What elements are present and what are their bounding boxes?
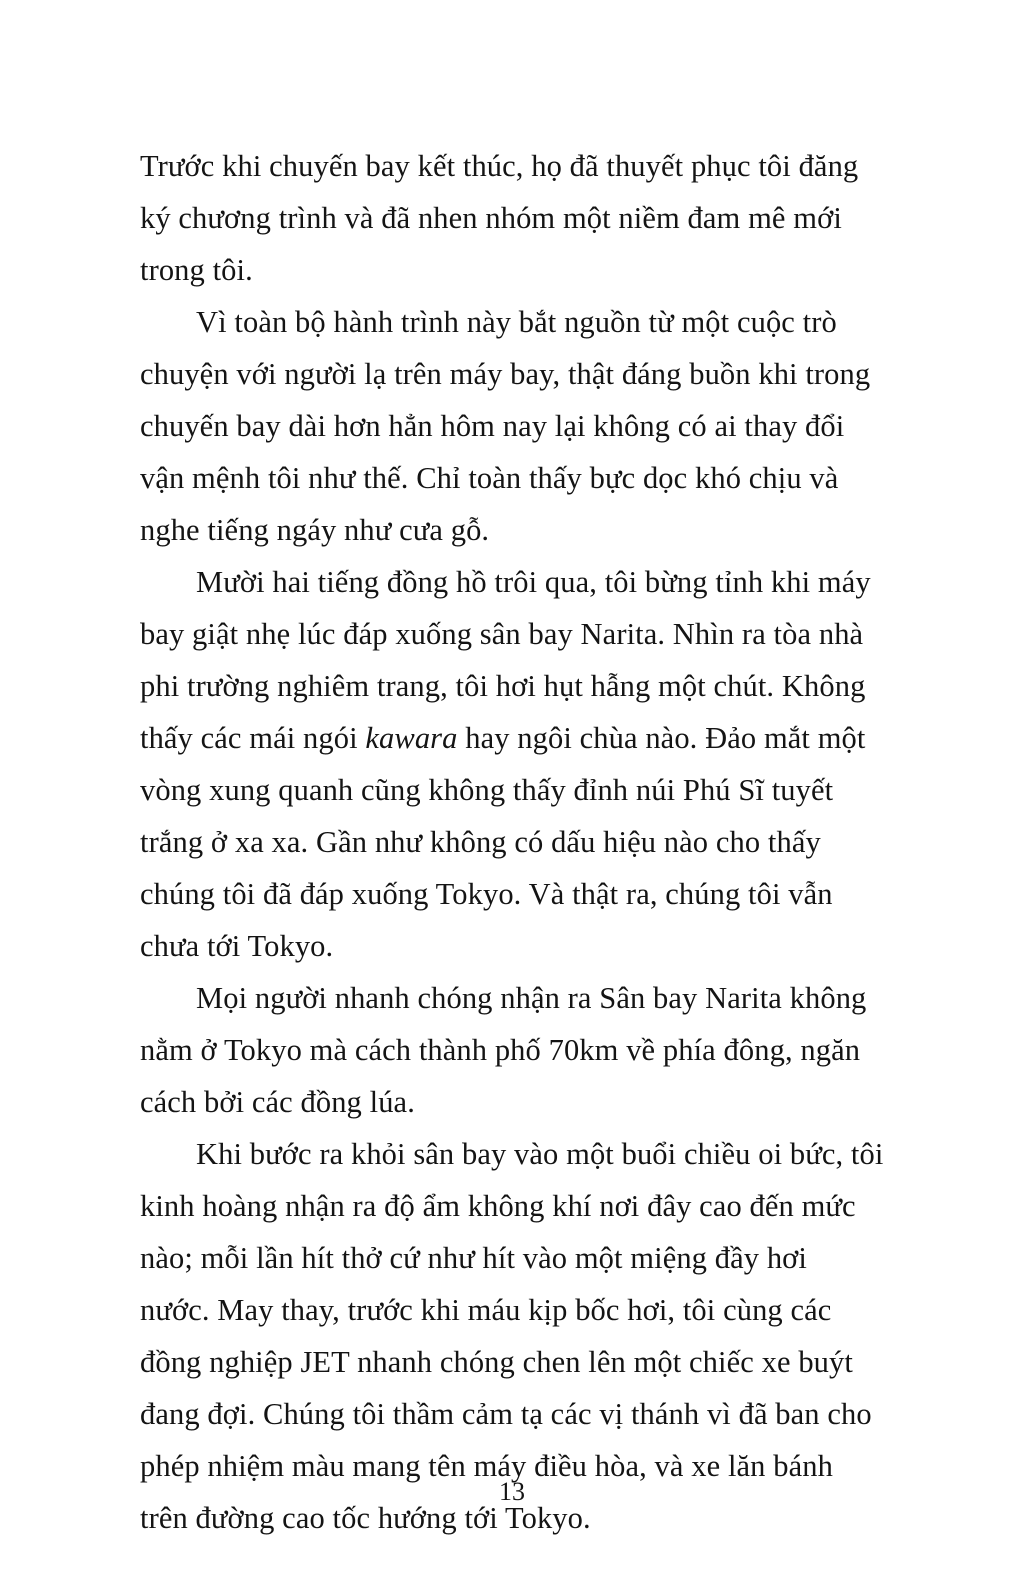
paragraph-2: Vì toàn bộ hành trình này bắt nguồn từ một cuộc trò chuyện với người lạ trên máy bay, thật đáng buồn khi trong chuyến bay dài hơn hẳn hôm nay lại không có ai thay đổi vận mệnh tôi như thế. Chỉ toàn thấy bực dọc khó chịu và nghe tiếng ngáy như cưa gỗ. bbox=[140, 305, 871, 547]
paragraph-3-part-a: Mười hai tiếng đồng hồ trôi qua, tôi bừng tỉnh khi máy bay giật nhẹ lúc đáp xuống sân bay Narita. Nhìn ra tòa nhà phi trường nghiêm trang, tôi hơi hụt hẫng một chút. Không thấy các mái ngói bbox=[140, 565, 871, 755]
paragraph-1: Trước khi chuyến bay kết thúc, họ đã thuyết phục tôi đăng ký chương trình và đã nhen nhóm một niềm đam mê mới trong tôi. bbox=[140, 149, 859, 287]
foreign-term-kawara: kawara bbox=[365, 721, 458, 755]
page-body bbox=[140, 140, 884, 1544]
paragraph-5: Khi bước ra khỏi sân bay vào một buổi chiều oi bức, tôi kinh hoàng nhận ra độ ẩm không khí nơi đây cao đến mức nào; mỗi lần hít thở cứ như hít vào một miệng đầy hơi nước. May thay, trước khi máu kịp bốc hơi, tôi cùng các đồng nghiệp JET nhanh chóng chen lên một chiếc xe buýt đang đợi. Chúng tôi thầm cảm tạ các vị thánh vì đã ban cho phép nhiệm màu mang tên máy điều hòa, và xe lăn bánh trên đường cao tốc hướng tới Tokyo. bbox=[140, 1137, 884, 1535]
paragraph-4: Mọi người nhanh chóng nhận ra Sân bay Narita không nằm ở Tokyo mà cách thành phố 70km về phía đông, ngăn cách bởi các đồng lúa. bbox=[140, 981, 867, 1119]
paragraph-3-part-b: hay ngôi chùa nào. Đảo mắt một vòng xung quanh cũng không thấy đỉnh núi Phú Sĩ tuyết trắng ở xa xa. Gần như không có dấu hiệu nào cho thấy chúng tôi đã đáp xuống Tokyo. Và thật ra, chúng tôi vẫn chưa tới Tokyo. bbox=[140, 721, 866, 963]
paragraph-3 bbox=[140, 556, 884, 972]
page-number: 13 bbox=[499, 1477, 525, 1506]
